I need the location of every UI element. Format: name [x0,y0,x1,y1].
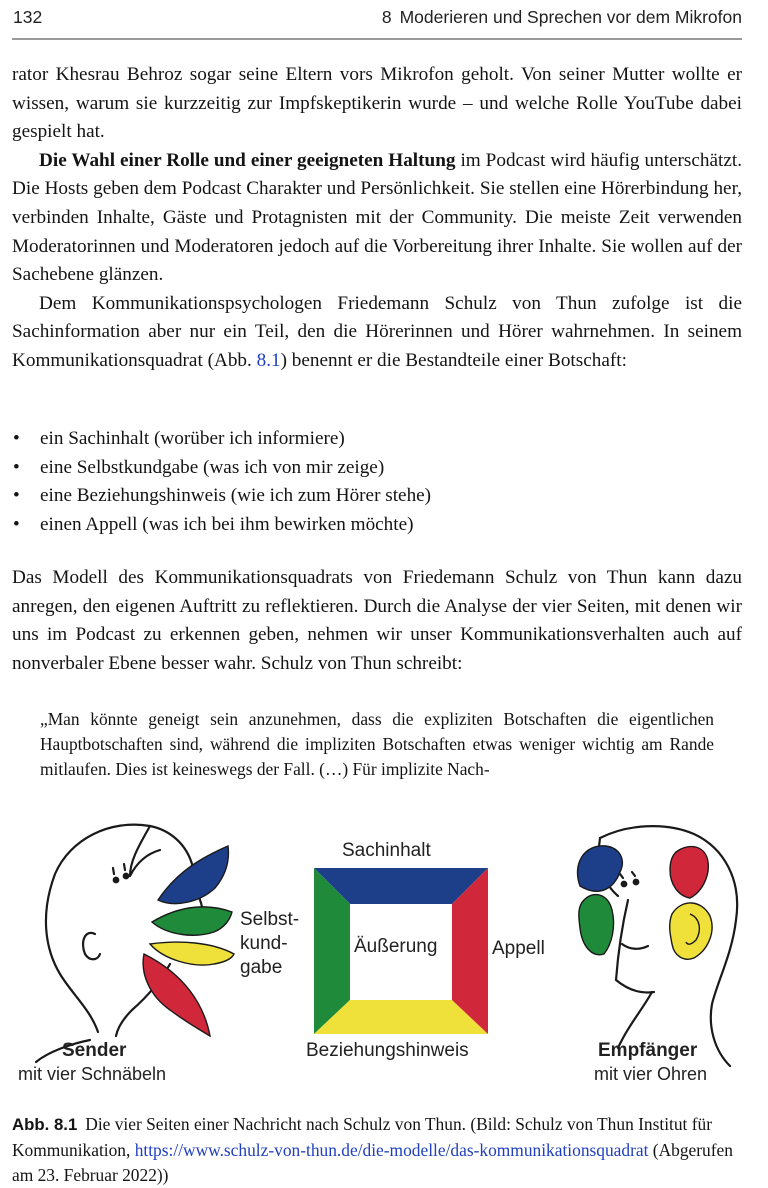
receiver-subtitle: mit vier Ohren [594,1064,708,1084]
paragraph-1: rator Khesrau Behroz sogar seine Eltern vors Mikrofon geholt. Von seiner Mutter wollte er wissen, warum sie kurzzeitig zur Impfskeptikerin wurde – und welche Rolle YouTube dabei gespielt hat. [12,64,742,143]
label-sachinhalt: Sachinhalt [342,840,431,861]
figure-caption-label: Abb. 8.1 [12,1115,78,1134]
label-appell: Appell [492,938,545,959]
figure-caption [12,1112,742,1187]
label-selbstkundgabe-line-1: Selbst- [240,909,300,930]
label-selbstkundgabe-line-2: kund- [240,933,288,954]
list-item-text: eine Selbstkundgabe (was ich von mir zeige) [40,456,385,478]
body-text-middle [12,564,742,678]
list-item [12,425,742,454]
figure-caption-date: (Abgerufen am 23. Februar 2022)) [12,1139,733,1185]
sender-subtitle: mit vier Schnäbeln [18,1064,167,1084]
chapter-number: 8 [381,7,392,27]
receiver-title: Empfänger [598,1040,698,1061]
figure-reference-link[interactable]: 8.1 [256,349,281,371]
label-selbstkundgabe [240,908,299,980]
bullet-symbol: • [13,456,20,478]
list-item-text: einen Appell (was ich bei ihm bewirken möchte) [40,513,414,535]
paragraph-3-text-b: ) benennt er die Bestandteile einer Botschaft: [280,349,627,371]
list-item [12,482,742,511]
block-quote: „Man könnte geneigt sein anzunehmen, dass die expliziten Botschaften die eigentlichen Hauptbotschaften sind, während die impliziten Botschaften etwas weniger wichtig am Rande mitlaufen. Dies ist keineswegs der Fall. (…) Für implizite Nach- [40,709,714,779]
paragraph-4: Das Modell des Kommunikationsquadrats von Friedemann Schulz von Thun kann dazu anregen, den eigenen Auftritt zu reflektieren. Durch die Analyse der vier Seiten, mit denen wir uns im Podcast zu erkennen geben, nehmen wir unser Kommunikationsverhalten auch auf nonverbaler Ebene besser wahr. Schulz von Thun schreibt: [12,567,742,674]
bullet-symbol: • [13,485,20,507]
source-link[interactable]: https://www.schulz-von-thun.de/die-modelle/das-kommunikationsquadrat [134,1139,649,1160]
label-aeusserung: Äußerung [354,936,438,957]
sender-beaks [143,846,234,1036]
running-header [12,0,742,40]
list-item-text: ein Sachinhalt (worüber ich informiere) [40,428,345,449]
bullet-list [12,425,742,539]
body-text-top [12,61,742,376]
bullet-symbol: • [13,513,20,535]
list-item [12,454,742,483]
paragraph-2 [12,147,742,290]
list-item-text: eine Beziehungshinweis (wie ich zum Hörer stehe) [40,485,432,507]
label-selbstkundgabe-line-3: gabe [240,957,283,978]
figure-kommunikationsquadrat [0,804,768,1104]
page-number: 132 [13,7,43,27]
paragraph-3 [12,290,742,376]
paragraph-2-emphasis: Die Wahl einer Rolle und einer geeigneten Haltung [39,149,456,171]
figure-caption-text: Die vier Seiten einer Nachricht nach Schulz von Thun. (Bild: Schulz von Thun Institut für Kommunikation, [12,1114,713,1160]
label-beziehungshinweis: Beziehungshinweis [306,1040,469,1061]
paragraph-3-text-a: Dem Kommunikationspsychologen Friedemann Schulz von Thun zufolge ist die Sachinformation aber nur ein Teil, den die Hörerinnen und Hörer wahrnehmen. In seinem Kommunikationsquadrat (Abb. [12,292,742,371]
running-head [382,7,742,28]
list-item [12,511,742,540]
receiver-ears [578,846,713,959]
sender-title: Sender [62,1040,127,1061]
paragraph-2-text: im Podcast wird häufig unterschätzt. Die Hosts geben dem Podcast Charakter und Persönlichkeit. Sie stellen eine Hörerbindung her, verbinden Inhalte, Gäste und Protagnisten mit der Community. Die meiste Zeit verwenden Moderatorinnen und Moderatoren jedoch auf die Vorbereitung ihrer Inhalte. Sie wollen auf der Sachebene glänzen. [12,149,742,286]
bullet-symbol: • [13,428,20,449]
chapter-title: Moderieren und Sprechen vor dem Mikrofon [399,7,742,27]
